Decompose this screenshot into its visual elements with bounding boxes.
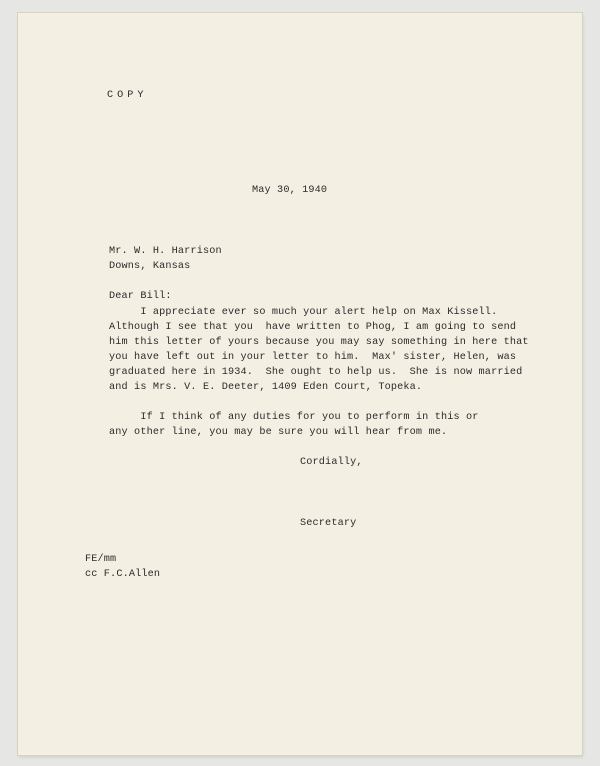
paragraph-line: you have left out in your letter to him. Max' sister, Helen, was <box>109 352 517 363</box>
signature-title: Secretary <box>300 518 357 529</box>
carbon-copy-line: cc F.C.Allen <box>85 569 161 580</box>
paragraph-line: graduated here in 1934. She ought to help us. She is now married <box>109 367 523 378</box>
paragraph-line: any other line, you may be sure you will hear from me. <box>109 427 448 438</box>
salutation: Dear Bill: <box>109 291 172 302</box>
paragraph-line: I appreciate ever so much your alert help on Max Kissell. <box>109 307 498 318</box>
reference-initials: FE/mm <box>85 554 117 565</box>
paragraph-line: If I think of any duties for you to perform in this or <box>109 412 479 423</box>
recipient-address: Downs, Kansas <box>109 261 191 272</box>
recipient-name: Mr. W. H. Harrison <box>109 246 222 257</box>
paragraph-line: Although I see that you have written to Phog, I am going to send <box>109 322 517 333</box>
letter-page <box>18 13 582 755</box>
letter-date: May 30, 1940 <box>252 185 328 196</box>
paragraph-line: him this letter of yours because you may say something in here that <box>109 337 529 348</box>
closing: Cordially, <box>300 457 363 468</box>
paragraph-line: and is Mrs. V. E. Deeter, 1409 Eden Court, Topeka. <box>109 382 423 393</box>
copy-mark: COPY <box>107 90 148 101</box>
